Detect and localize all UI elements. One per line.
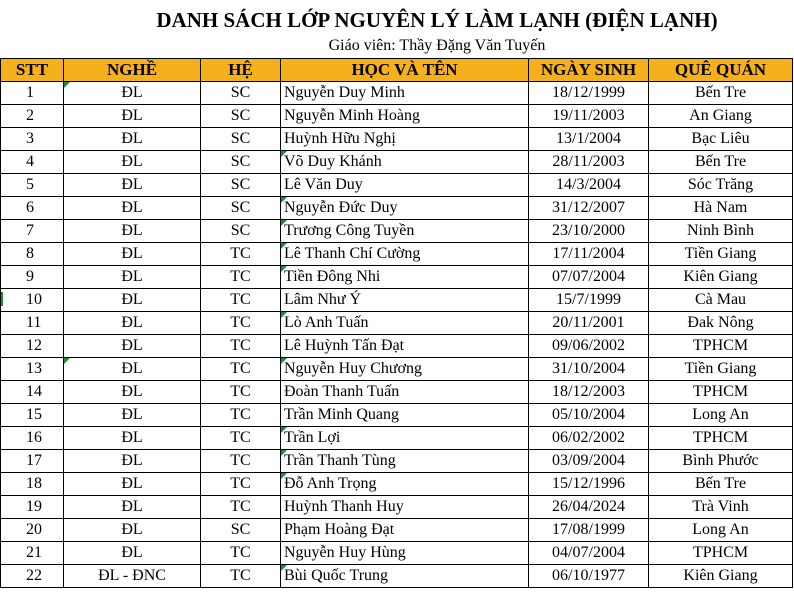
- cell-que-quan[interactable]: Ninh Bình: [649, 220, 793, 243]
- cell-stt[interactable]: 12: [1, 335, 64, 358]
- cell-ho-ten[interactable]: Trương Công Tuyền: [281, 220, 529, 243]
- cell-stt[interactable]: 6: [1, 197, 64, 220]
- cell-nghe[interactable]: ĐL: [64, 427, 201, 450]
- cell-nghe[interactable]: ĐL: [64, 128, 201, 151]
- cell-nghe[interactable]: ĐL: [64, 358, 201, 381]
- cell-he[interactable]: SC: [201, 82, 281, 105]
- table-row: [1, 335, 793, 358]
- table-row: [1, 151, 793, 174]
- cell-he[interactable]: TC: [201, 266, 281, 289]
- cell-ho-ten[interactable]: Lò Anh Tuấn: [281, 312, 529, 335]
- cell-que-quan[interactable]: Long An: [649, 519, 793, 542]
- cell-que-quan[interactable]: Long An: [649, 404, 793, 427]
- cell-stt[interactable]: 17: [1, 450, 64, 473]
- cell-nghe[interactable]: ĐL: [64, 542, 201, 565]
- cell-que-quan[interactable]: Bạc Liêu: [649, 128, 793, 151]
- cell-ho-ten[interactable]: Lâm Như Ý: [281, 289, 529, 312]
- cell-que-quan[interactable]: TPHCM: [649, 427, 793, 450]
- cell-he[interactable]: TC: [201, 450, 281, 473]
- cell-ngay-sinh[interactable]: 23/10/2000: [529, 220, 649, 243]
- cell-ngay-sinh[interactable]: 07/07/2004: [529, 266, 649, 289]
- cell-ho-ten[interactable]: Trần Minh Quang: [281, 404, 529, 427]
- table-row: [1, 358, 793, 381]
- cell-ho-ten[interactable]: Tiền Đông Nhi: [281, 266, 529, 289]
- cell-stt[interactable]: 16: [1, 427, 64, 450]
- cell-ho-ten[interactable]: Nguyễn Đức Duy: [281, 197, 529, 220]
- cell-que-quan[interactable]: Kiên Giang: [649, 565, 793, 588]
- cell-ho-ten[interactable]: Đoàn Thanh Tuấn: [281, 381, 529, 404]
- student-table: [0, 58, 793, 588]
- cell-ngay-sinh[interactable]: 18/12/2003: [529, 381, 649, 404]
- cell-nghe[interactable]: ĐL: [64, 289, 201, 312]
- col-header-nghe[interactable]: NGHỀ: [64, 59, 201, 82]
- table-row: [1, 404, 793, 427]
- cell-que-quan[interactable]: Bến Tre: [649, 151, 793, 174]
- cell-nghe[interactable]: ĐL: [64, 105, 201, 128]
- cell-ho-ten[interactable]: Lê Thanh Chí Cường: [281, 243, 529, 266]
- cell-he[interactable]: SC: [201, 128, 281, 151]
- cell-ngay-sinh[interactable]: 20/11/2001: [529, 312, 649, 335]
- cell-he[interactable]: TC: [201, 358, 281, 381]
- cell-stt[interactable]: 11: [1, 312, 64, 335]
- cell-ngay-sinh[interactable]: 06/10/1977: [529, 565, 649, 588]
- cell-stt[interactable]: 21: [1, 542, 64, 565]
- cell-he[interactable]: TC: [201, 404, 281, 427]
- table-row: [1, 312, 793, 335]
- sheet-title: [0, 6, 794, 34]
- cell-ngay-sinh[interactable]: 06/02/2002: [529, 427, 649, 450]
- cell-nghe[interactable]: ĐL: [64, 473, 201, 496]
- cell-que-quan[interactable]: TPHCM: [649, 335, 793, 358]
- table-row: [1, 381, 793, 404]
- table-row: [1, 197, 793, 220]
- cell-que-quan[interactable]: An Giang: [649, 105, 793, 128]
- cell-he[interactable]: SC: [201, 105, 281, 128]
- cell-que-quan[interactable]: Kiên Giang: [649, 266, 793, 289]
- cell-stt[interactable]: 10: [1, 289, 64, 312]
- col-header-he[interactable]: HỆ: [201, 59, 281, 82]
- cell-ngay-sinh[interactable]: 04/07/2004: [529, 542, 649, 565]
- table-row: [1, 473, 793, 496]
- cell-stt[interactable]: 18: [1, 473, 64, 496]
- cell-stt[interactable]: 15: [1, 404, 64, 427]
- cell-nghe[interactable]: ĐL: [64, 151, 201, 174]
- cell-stt[interactable]: 5: [1, 174, 64, 197]
- cell-stt[interactable]: 14: [1, 381, 64, 404]
- table-row: [1, 128, 793, 151]
- table-row: [1, 496, 793, 519]
- cell-nghe[interactable]: ĐL: [64, 243, 201, 266]
- table-row: [1, 82, 793, 105]
- cell-ho-ten[interactable]: Trần Thanh Tùng: [281, 450, 529, 473]
- cell-nghe[interactable]: ĐL: [64, 404, 201, 427]
- cell-stt[interactable]: 2: [1, 105, 64, 128]
- cell-ho-ten[interactable]: Huỳnh Hữu Nghị: [281, 128, 529, 151]
- cell-ho-ten[interactable]: Trần Lợi: [281, 427, 529, 450]
- cell-nghe[interactable]: ĐL: [64, 381, 201, 404]
- cell-stt[interactable]: 1: [1, 82, 64, 105]
- cell-ngay-sinh[interactable]: 19/11/2003: [529, 105, 649, 128]
- cell-he[interactable]: TC: [201, 312, 281, 335]
- cell-ngay-sinh[interactable]: 15/7/1999: [529, 289, 649, 312]
- title-text: DANH SÁCH LỚP NGUYÊN LÝ LÀM LẠNH (ĐIỆN LẠNH): [156, 8, 718, 32]
- cell-he[interactable]: TC: [201, 243, 281, 266]
- cell-he[interactable]: SC: [201, 519, 281, 542]
- cell-ho-ten[interactable]: Võ Duy Khánh: [281, 151, 529, 174]
- cell-stt[interactable]: 22: [1, 565, 64, 588]
- cell-ngay-sinh[interactable]: 14/3/2004: [529, 174, 649, 197]
- table-row: [1, 105, 793, 128]
- cell-ho-ten[interactable]: Bùi Quốc Trung: [281, 565, 529, 588]
- cell-nghe[interactable]: ĐL: [64, 174, 201, 197]
- cell-stt[interactable]: 13: [1, 358, 64, 381]
- cell-ngay-sinh[interactable]: 15/12/1996: [529, 473, 649, 496]
- cell-ngay-sinh[interactable]: 31/12/2007: [529, 197, 649, 220]
- cell-he[interactable]: TC: [201, 496, 281, 519]
- cell-que-quan[interactable]: Sóc Trăng: [649, 174, 793, 197]
- cell-que-quan[interactable]: Tiền Giang: [649, 358, 793, 381]
- table-row: [1, 565, 793, 588]
- cell-que-quan[interactable]: Bến Tre: [649, 82, 793, 105]
- col-header-stt[interactable]: STT: [1, 59, 64, 82]
- cell-nghe[interactable]: ĐL: [64, 312, 201, 335]
- cell-ho-ten[interactable]: Nguyễn Minh Hoàng: [281, 105, 529, 128]
- cell-he[interactable]: TC: [201, 381, 281, 404]
- cell-que-quan[interactable]: Trà Vinh: [649, 496, 793, 519]
- cell-he[interactable]: SC: [201, 174, 281, 197]
- cell-stt[interactable]: 4: [1, 151, 64, 174]
- cell-he[interactable]: TC: [201, 473, 281, 496]
- table-row: [1, 289, 793, 312]
- table-row: [1, 243, 793, 266]
- cell-que-quan[interactable]: Đak Nông: [649, 312, 793, 335]
- table-row: [1, 220, 793, 243]
- cell-nghe[interactable]: ĐL: [64, 450, 201, 473]
- cell-nghe[interactable]: ĐL: [64, 197, 201, 220]
- table-row: [1, 450, 793, 473]
- cell-he[interactable]: TC: [201, 335, 281, 358]
- cell-he[interactable]: TC: [201, 565, 281, 588]
- cell-stt[interactable]: 9: [1, 266, 64, 289]
- cell-stt[interactable]: 20: [1, 519, 64, 542]
- cell-nghe[interactable]: ĐL: [64, 496, 201, 519]
- cell-nghe[interactable]: ĐL - ĐNC: [64, 565, 201, 588]
- cell-que-quan[interactable]: TPHCM: [649, 542, 793, 565]
- cell-nghe[interactable]: ĐL: [64, 266, 201, 289]
- cell-ho-ten[interactable]: Lê Huỳnh Tấn Đạt: [281, 335, 529, 358]
- cell-que-quan[interactable]: Tiền Giang: [649, 243, 793, 266]
- cell-stt[interactable]: 7: [1, 220, 64, 243]
- teacher-line: [0, 36, 794, 56]
- cell-ho-ten[interactable]: Nguyễn Huy Hùng: [281, 542, 529, 565]
- cell-he[interactable]: TC: [201, 542, 281, 565]
- table-row: [1, 542, 793, 565]
- table-row: [1, 266, 793, 289]
- cell-ngay-sinh[interactable]: 05/10/2004: [529, 404, 649, 427]
- cell-nghe[interactable]: ĐL: [64, 519, 201, 542]
- cell-ho-ten[interactable]: Huỳnh Thanh Huy: [281, 496, 529, 519]
- cell-he[interactable]: SC: [201, 151, 281, 174]
- table-row: [1, 427, 793, 450]
- cell-ngay-sinh[interactable]: 28/11/2003: [529, 151, 649, 174]
- cell-ngay-sinh[interactable]: 03/09/2004: [529, 450, 649, 473]
- cell-stt[interactable]: 3: [1, 128, 64, 151]
- col-header-ngay-sinh[interactable]: NGÀY SINH: [529, 59, 649, 82]
- cell-que-quan[interactable]: Bình Phước: [649, 450, 793, 473]
- cell-ho-ten[interactable]: Phạm Hoàng Đạt: [281, 519, 529, 542]
- header-row: [1, 59, 793, 82]
- cell-que-quan[interactable]: Bến Tre: [649, 473, 793, 496]
- table-row: [1, 174, 793, 197]
- cell-que-quan[interactable]: TPHCM: [649, 381, 793, 404]
- cell-ngay-sinh[interactable]: 13/1/2004: [529, 128, 649, 151]
- cell-ngay-sinh[interactable]: 31/10/2004: [529, 358, 649, 381]
- cell-ho-ten[interactable]: Đỗ Anh Trọng: [281, 473, 529, 496]
- cell-ngay-sinh[interactable]: 18/12/1999: [529, 82, 649, 105]
- cell-nghe[interactable]: ĐL: [64, 220, 201, 243]
- table-row: [1, 519, 793, 542]
- cell-stt[interactable]: 8: [1, 243, 64, 266]
- cell-stt[interactable]: 19: [1, 496, 64, 519]
- teacher-text: Giáo viên: Thầy Đặng Văn Tuyến: [328, 37, 546, 54]
- cell-ngay-sinh[interactable]: 17/11/2004: [529, 243, 649, 266]
- cell-he[interactable]: SC: [201, 220, 281, 243]
- row-indicator: [1, 292, 3, 306]
- cell-ho-ten[interactable]: Lê Văn Duy: [281, 174, 529, 197]
- cell-que-quan[interactable]: Hà Nam: [649, 197, 793, 220]
- cell-he[interactable]: TC: [201, 427, 281, 450]
- cell-he[interactable]: SC: [201, 197, 281, 220]
- col-header-que-quan[interactable]: QUÊ QUÁN: [649, 59, 793, 82]
- cell-que-quan[interactable]: Cà Mau: [649, 289, 793, 312]
- cell-ngay-sinh[interactable]: 26/04/2024: [529, 496, 649, 519]
- cell-ho-ten[interactable]: Nguyễn Huy Chương: [281, 358, 529, 381]
- cell-nghe[interactable]: ĐL: [64, 335, 201, 358]
- cell-nghe[interactable]: ĐL: [64, 82, 201, 105]
- cell-ngay-sinh[interactable]: 17/08/1999: [529, 519, 649, 542]
- cell-ho-ten[interactable]: Nguyễn Duy Minh: [281, 82, 529, 105]
- cell-he[interactable]: TC: [201, 289, 281, 312]
- cell-ngay-sinh[interactable]: 09/06/2002: [529, 335, 649, 358]
- col-header-ho-ten[interactable]: HỌC VÀ TÊN: [281, 59, 529, 82]
